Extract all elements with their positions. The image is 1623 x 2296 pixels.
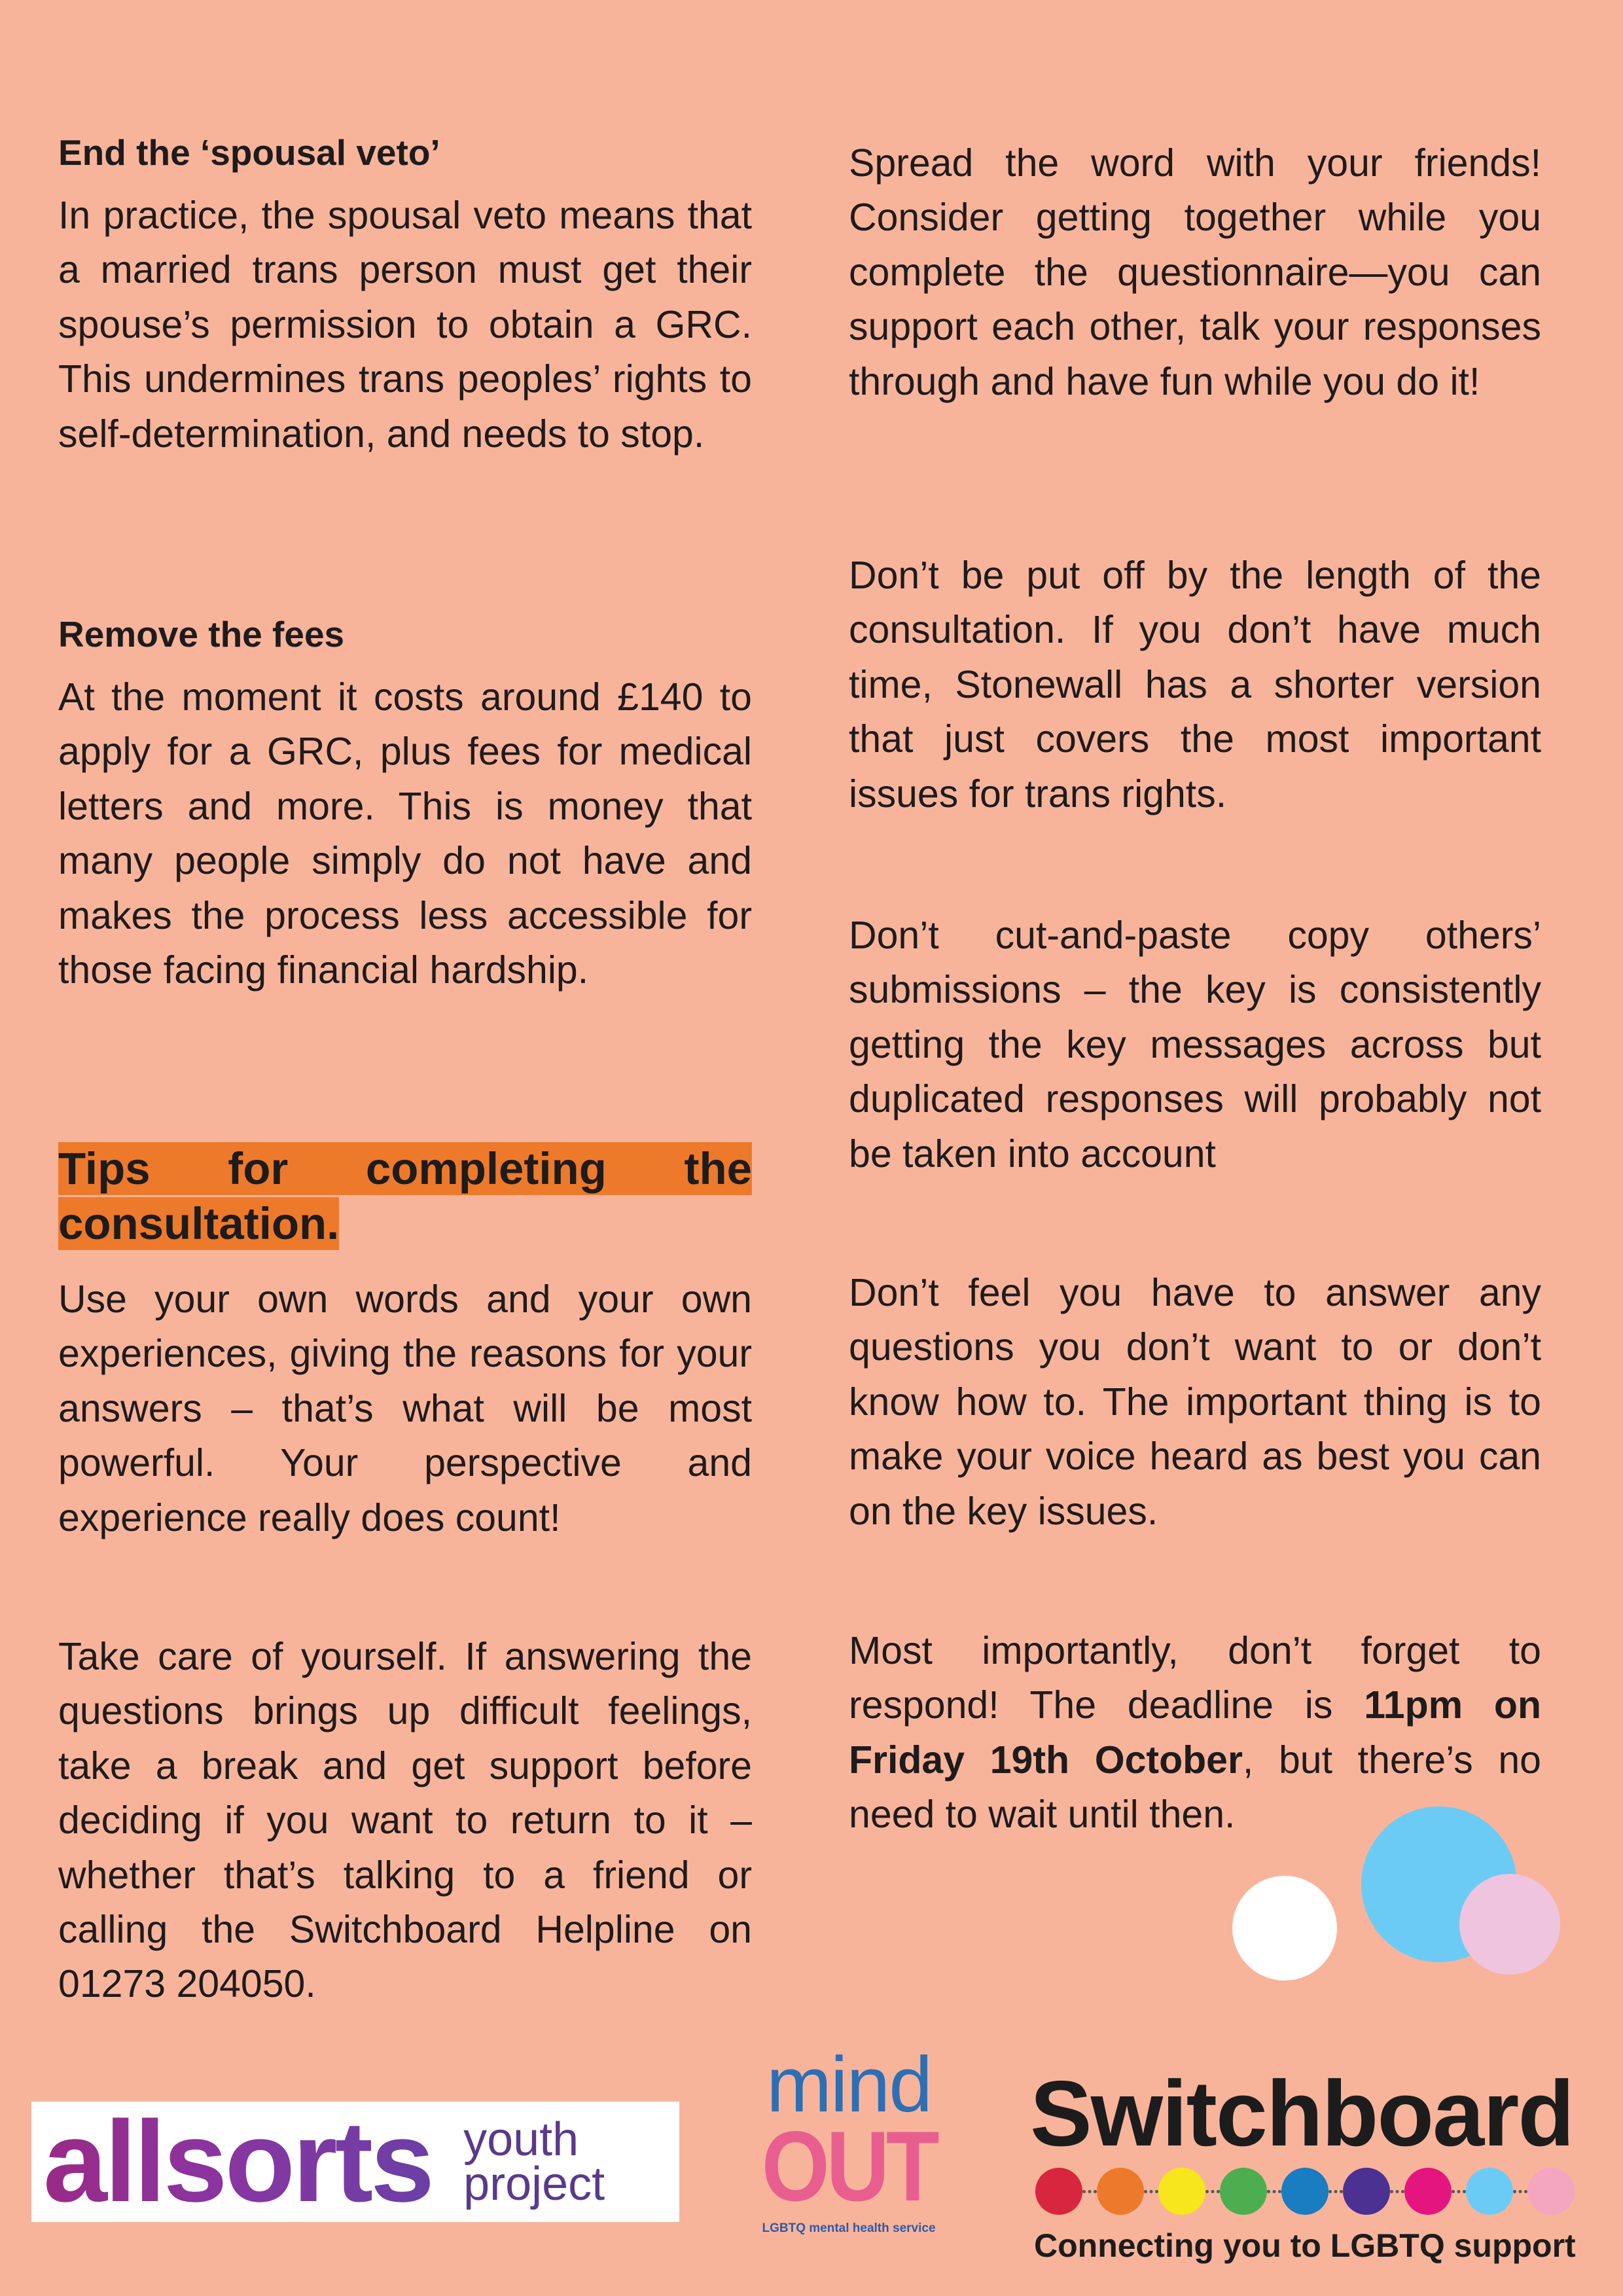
mindout-mind-text: mind	[766, 2041, 932, 2128]
switchboard-dot	[1035, 2168, 1082, 2215]
tip-own-words-text: Use your own words and your own experiences, giving the reasons for your answers – that’s what will be most powerful. Your perspective and experience really does count!	[58, 1278, 752, 1539]
switchboard-dot-link	[1329, 2190, 1343, 2193]
deadline-pre: Most importantly, don’t forget to respond! The deadline is	[849, 1629, 1541, 1727]
mindout-out-text: OUT	[761, 2111, 936, 2222]
switchboard-dot	[1527, 2168, 1575, 2215]
switchboard-dot-link	[1452, 2190, 1466, 2193]
tip-own-words	[58, 1272, 752, 1545]
switchboard-dot	[1097, 2168, 1144, 2215]
allsorts-subtitle: youth project	[463, 2113, 605, 2210]
tip-no-copy	[849, 908, 1541, 1181]
deadline-post: , but there’s no need to wait until then.	[849, 1738, 1541, 1837]
switchboard-dot	[1158, 2168, 1205, 2215]
switchboard-dot	[1466, 2168, 1513, 2215]
fees-section	[58, 607, 752, 997]
tip-spread-word-text: Spread the word with your friends! Consider getting together while you complete the questionnaire—you can support each other, talk your responses through and have fun while you do it!	[849, 141, 1541, 403]
mindout-logo	[741, 2041, 957, 2278]
tip-spread-word	[849, 136, 1541, 409]
spousal-veto-text: In practice, the spousal veto means that a married trans person must get their spouse’s permission to obtain a GRC. This undermines trans peoples’ rights to self-determination, and needs to stop.	[58, 194, 752, 456]
switchboard-dot-link	[1205, 2190, 1220, 2193]
tips-heading: Tips for completing the consultation.	[58, 1143, 752, 1249]
allsorts-wordmark: allsorts	[43, 2098, 433, 2226]
fees-text: At the moment it costs around £140 to apply for a GRC, plus fees for medical letters and more. This is money that many people simply do not have and makes the process less accessible for those facing financial hardship.	[58, 675, 752, 992]
spousal-veto-heading: End the ‘spousal veto’	[58, 132, 440, 173]
switchboard-logo	[1030, 2062, 1586, 2265]
switchboard-dot	[1220, 2168, 1267, 2215]
tip-skip-questions	[849, 1266, 1541, 1539]
tip-length-text: Don’t be put off by the length of the consultation. If you don’t have much time, Stonewall has a shorter version that just covers the most important issues for trans rights.	[849, 554, 1541, 816]
mindout-tagline: LGBTQ mental health service	[762, 2221, 936, 2235]
spousal-veto-section	[58, 126, 752, 461]
switchboard-dot-link	[1144, 2190, 1158, 2193]
switchboard-dot	[1404, 2168, 1452, 2215]
tip-no-copy-text: Don’t cut-and-paste copy others’ submissions – the key is consistently getting the key messages across but duplicated responses will probably not be taken into account	[849, 914, 1541, 1175]
switchboard-dot-link	[1390, 2190, 1404, 2193]
switchboard-rainbow-dots	[1035, 2168, 1586, 2215]
switchboard-dot-link	[1513, 2190, 1527, 2193]
switchboard-dot	[1343, 2168, 1390, 2215]
allsorts-logo	[31, 2098, 679, 2226]
tip-length	[849, 548, 1541, 821]
switchboard-dot	[1281, 2168, 1329, 2215]
tip-self-care	[58, 1630, 752, 2012]
switchboard-dot-link	[1267, 2190, 1281, 2193]
switchboard-name: Switchboard	[1030, 2062, 1574, 2166]
deadline-date: 11pm on Friday 19th October	[849, 1683, 1541, 1782]
decor-circle-pink	[1459, 1874, 1560, 1975]
tip-skip-questions-text: Don’t feel you have to answer any questions you don’t want to or don’t know how to. The important thing is to make your voice heard as best you can on the key issues.	[849, 1271, 1541, 1533]
tip-self-care-text: Take care of yourself. If answering the questions brings up difficult feelings, take a break and get support before deciding if you want to return to it – whether that’s talking to a friend or calling the Switchboard Helpline on 01273 204050.	[58, 1635, 752, 2006]
tips-heading-block	[58, 1141, 752, 1251]
switchboard-dot-link	[1082, 2190, 1097, 2193]
switchboard-strapline: Connecting you to LGBTQ support	[1034, 2227, 1576, 2264]
fees-heading: Remove the fees	[58, 614, 345, 655]
decor-circle-white	[1232, 1876, 1337, 1981]
